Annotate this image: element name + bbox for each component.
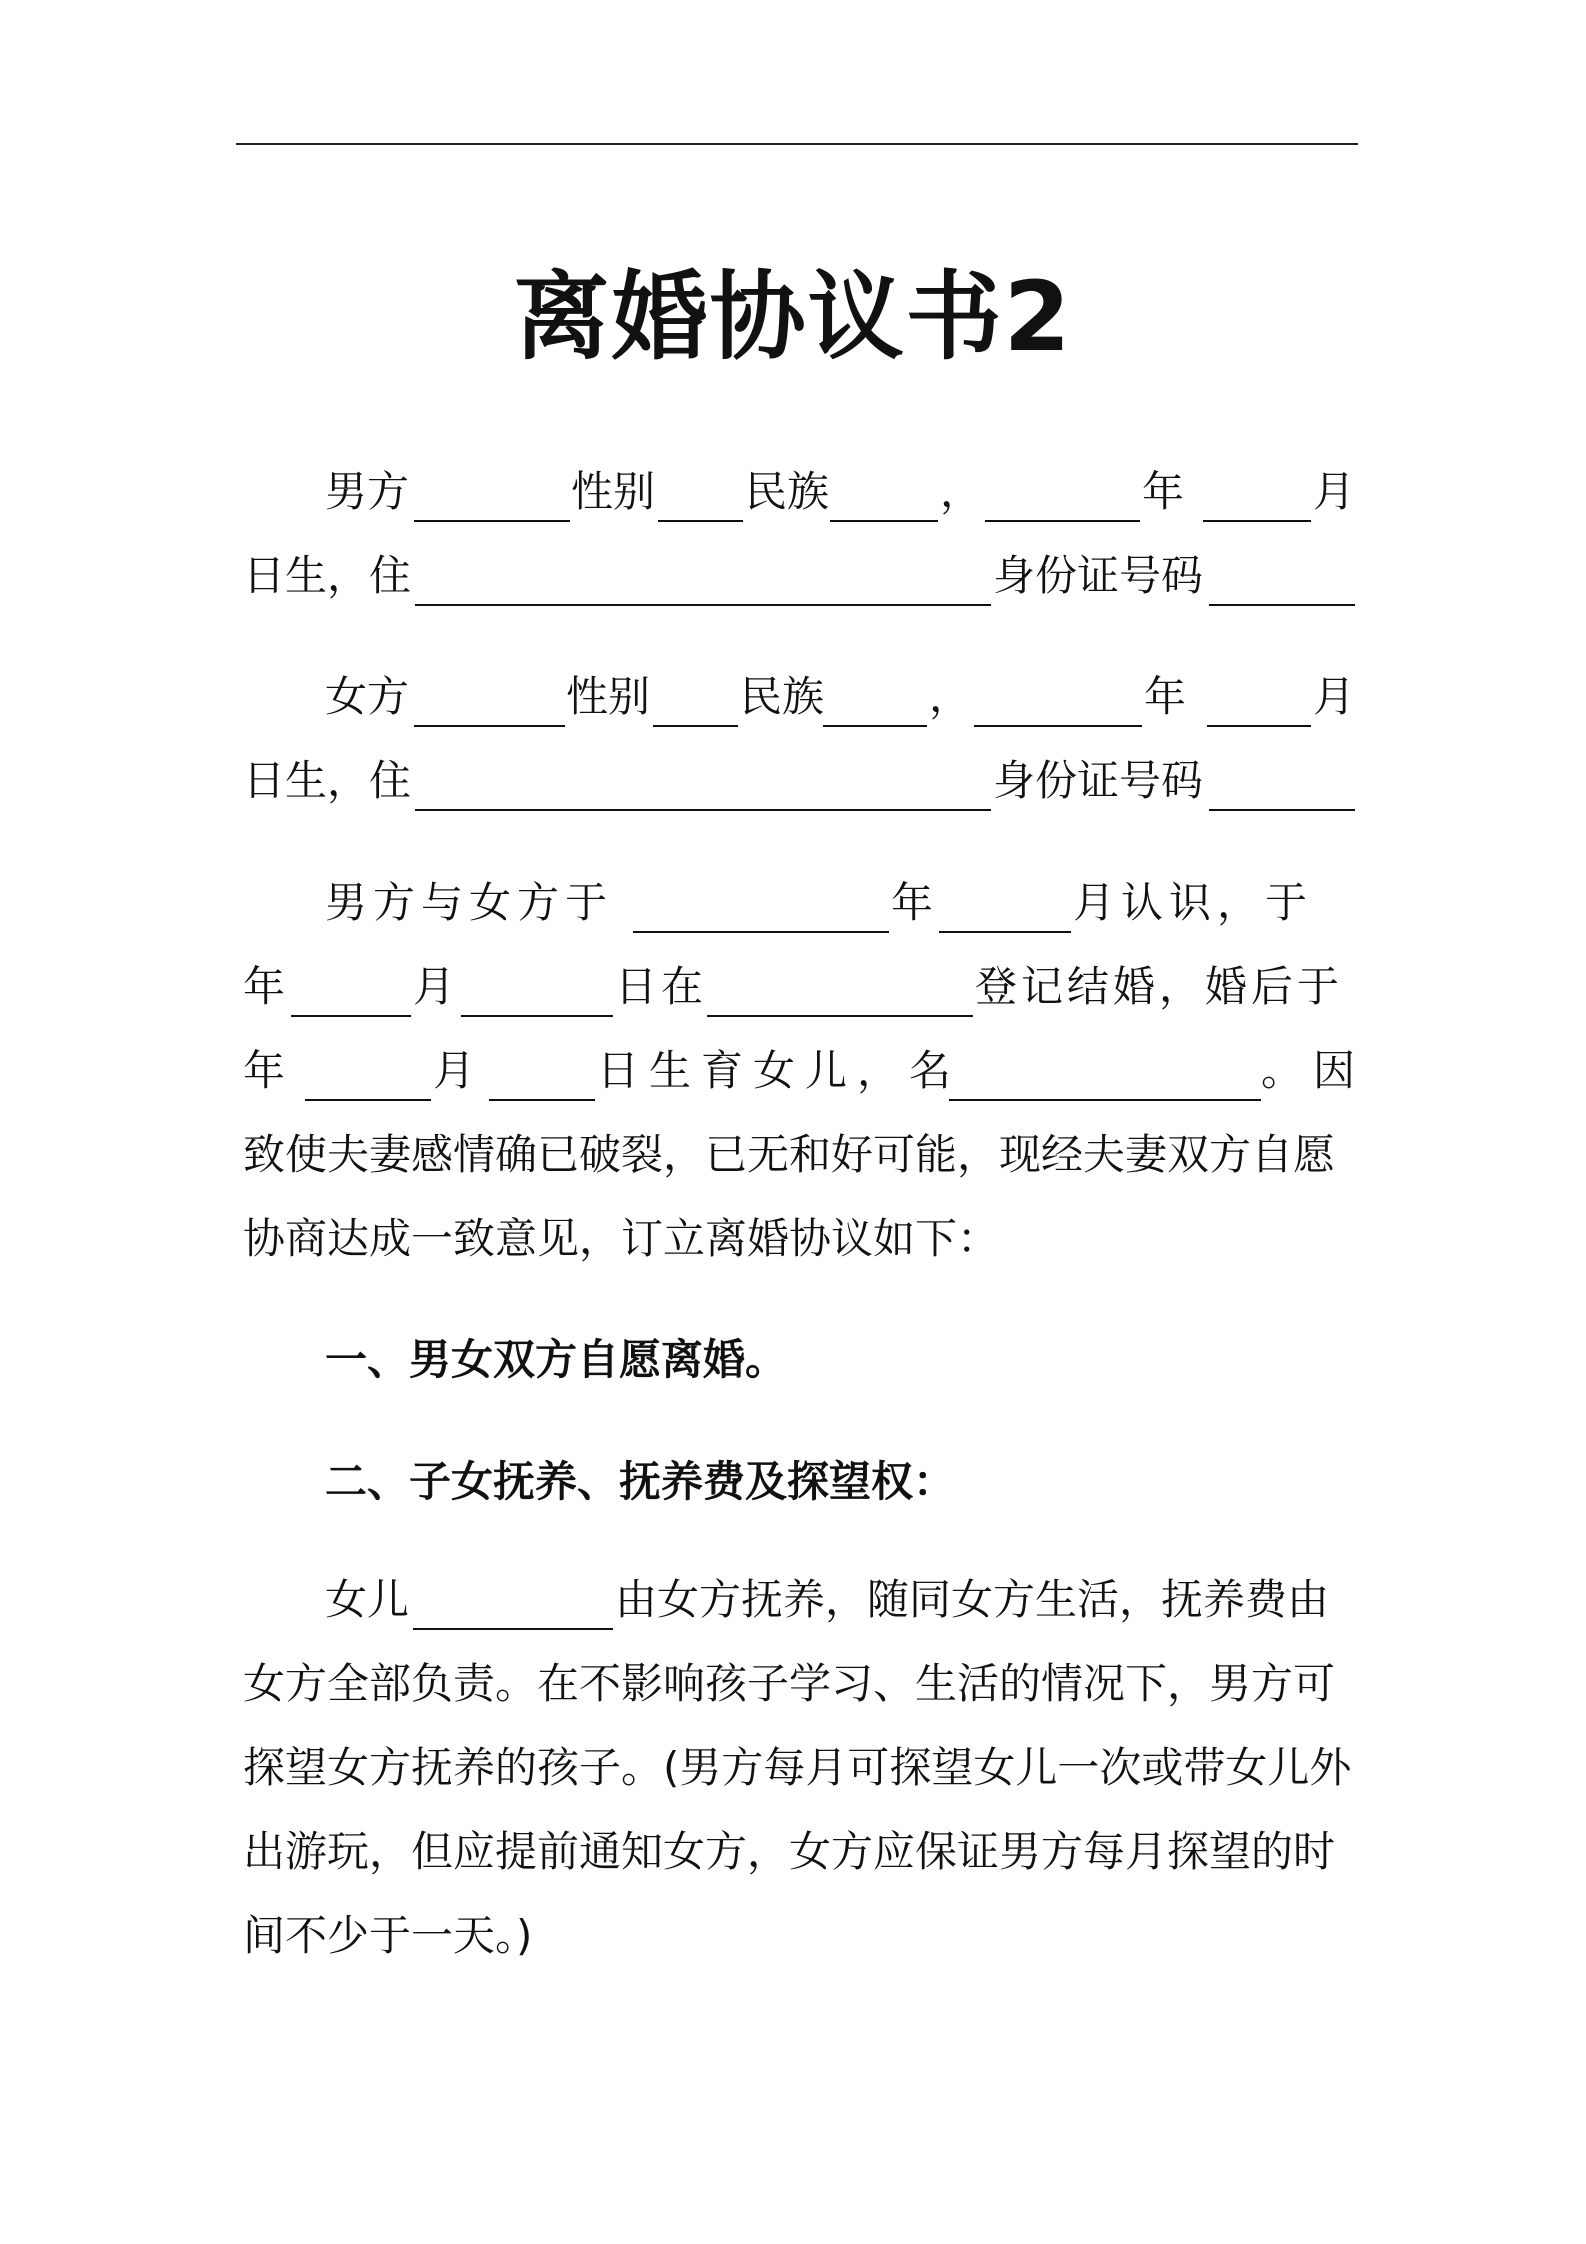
marriage-line-4: 致使夫妻感情确已破裂，已无和好可能，现经夫妻双方自愿 (243, 1130, 1336, 1179)
clause-2-heading: 二、子女抚养、抚养费及探望权： (325, 1457, 956, 1506)
custody-text-1: 由女方抚养，随同女方生活，抚养费由 (615, 1575, 1330, 1624)
male-born-label: 日生，住 (243, 551, 412, 600)
male-info-line-2 (243, 546, 1355, 606)
custody-line-4: 出游玩，但应提前通知女方，女方应保证男方每月探望的时 (243, 1827, 1336, 1876)
male-comma: ， (940, 467, 983, 516)
female-born-label: 日生，住 (243, 756, 412, 805)
male-ethnicity-label: 民族 (745, 467, 830, 516)
custody-paragraph-tail (243, 1642, 1355, 1978)
custody-line-2: 女方全部负责。在不影响孩子学习、生活的情况下，男方可 (243, 1659, 1336, 1708)
met-year-label: 年 (891, 878, 940, 927)
female-id-blank[interactable] (1209, 809, 1355, 811)
daughter-name-blank[interactable] (413, 1628, 613, 1630)
male-ethnicity-blank[interactable] (830, 520, 938, 522)
child-birth-month-blank[interactable] (489, 1099, 595, 1101)
clause-1-heading: 一、男女双方自愿离婚。 (325, 1335, 788, 1384)
birth-day-label: 日生育女儿，名 (597, 1046, 962, 1095)
marriage-line-2 (243, 957, 1355, 1017)
custody-line-3: 探望女方抚养的孩子。(男方每月可探望女儿一次或带女儿外 (243, 1743, 1352, 1792)
female-label: 女方 (325, 672, 410, 721)
female-name-blank[interactable] (414, 725, 565, 727)
female-comma: ， (929, 672, 972, 721)
male-name-blank[interactable] (414, 520, 570, 522)
female-birth-year-blank[interactable] (974, 725, 1142, 727)
female-birth-month-blank[interactable] (1207, 725, 1311, 727)
female-month-label: 月 (1313, 672, 1356, 721)
female-ethnicity-blank[interactable] (823, 725, 927, 727)
female-info-line-2 (243, 751, 1355, 811)
header-rule (236, 143, 1358, 145)
custody-line-1 (243, 1570, 1355, 1630)
custody-line-5: 间不少于一天。) (243, 1911, 533, 1960)
married-month-label: 月 (413, 962, 460, 1011)
married-day-label: 日在 (615, 962, 708, 1011)
male-gender-blank[interactable] (658, 520, 743, 522)
married-month-blank[interactable] (461, 1015, 613, 1017)
female-id-label: 身份证号码 (993, 756, 1204, 805)
met-year-blank[interactable] (633, 931, 889, 933)
male-label: 男方 (325, 467, 410, 516)
marriage-line-3 (243, 1041, 1366, 1101)
male-month-label: 月 (1313, 467, 1356, 516)
female-gender-blank[interactable] (653, 725, 738, 727)
male-birth-month-blank[interactable] (1203, 520, 1311, 522)
birth-month-label: 月 (433, 1046, 486, 1095)
daughter-label: 女儿 (325, 1575, 410, 1624)
birth-year-label: 年 (243, 1046, 296, 1095)
female-info-line-1 (243, 667, 1355, 727)
marriage-line-1 (243, 873, 1355, 933)
met-month-blank[interactable] (939, 931, 1071, 933)
marriage-paragraph-tail (243, 1113, 1355, 1281)
marriage-place-blank[interactable] (707, 1015, 973, 1017)
female-address-blank[interactable] (415, 809, 991, 811)
married-registered-label: 登记结婚，婚后于 (975, 962, 1344, 1011)
child-birth-year-blank[interactable] (305, 1099, 431, 1101)
met-month-label: 月认识，于 (1073, 878, 1314, 927)
married-year-blank[interactable] (291, 1015, 411, 1017)
female-gender-label: 性别 (566, 672, 651, 721)
cause-label: 。因 (1261, 1046, 1366, 1095)
marriage-line-5: 协商达成一致意见，订立离婚协议如下： (243, 1214, 1000, 1263)
document-title: 离婚协议书2 (513, 261, 1073, 373)
male-info-line-1 (243, 462, 1355, 522)
child-name-blank[interactable] (949, 1099, 1261, 1101)
male-birth-year-blank[interactable] (985, 520, 1140, 522)
marriage-met-label: 男方与女方于 (325, 878, 614, 927)
male-id-blank[interactable] (1209, 604, 1355, 606)
female-year-label: 年 (1144, 672, 1187, 721)
female-ethnicity-label: 民族 (740, 672, 825, 721)
male-id-label: 身份证号码 (993, 551, 1204, 600)
male-year-label: 年 (1142, 467, 1185, 516)
married-year-label: 年 (243, 962, 290, 1011)
male-gender-label: 性别 (571, 467, 656, 516)
male-address-blank[interactable] (415, 604, 991, 606)
